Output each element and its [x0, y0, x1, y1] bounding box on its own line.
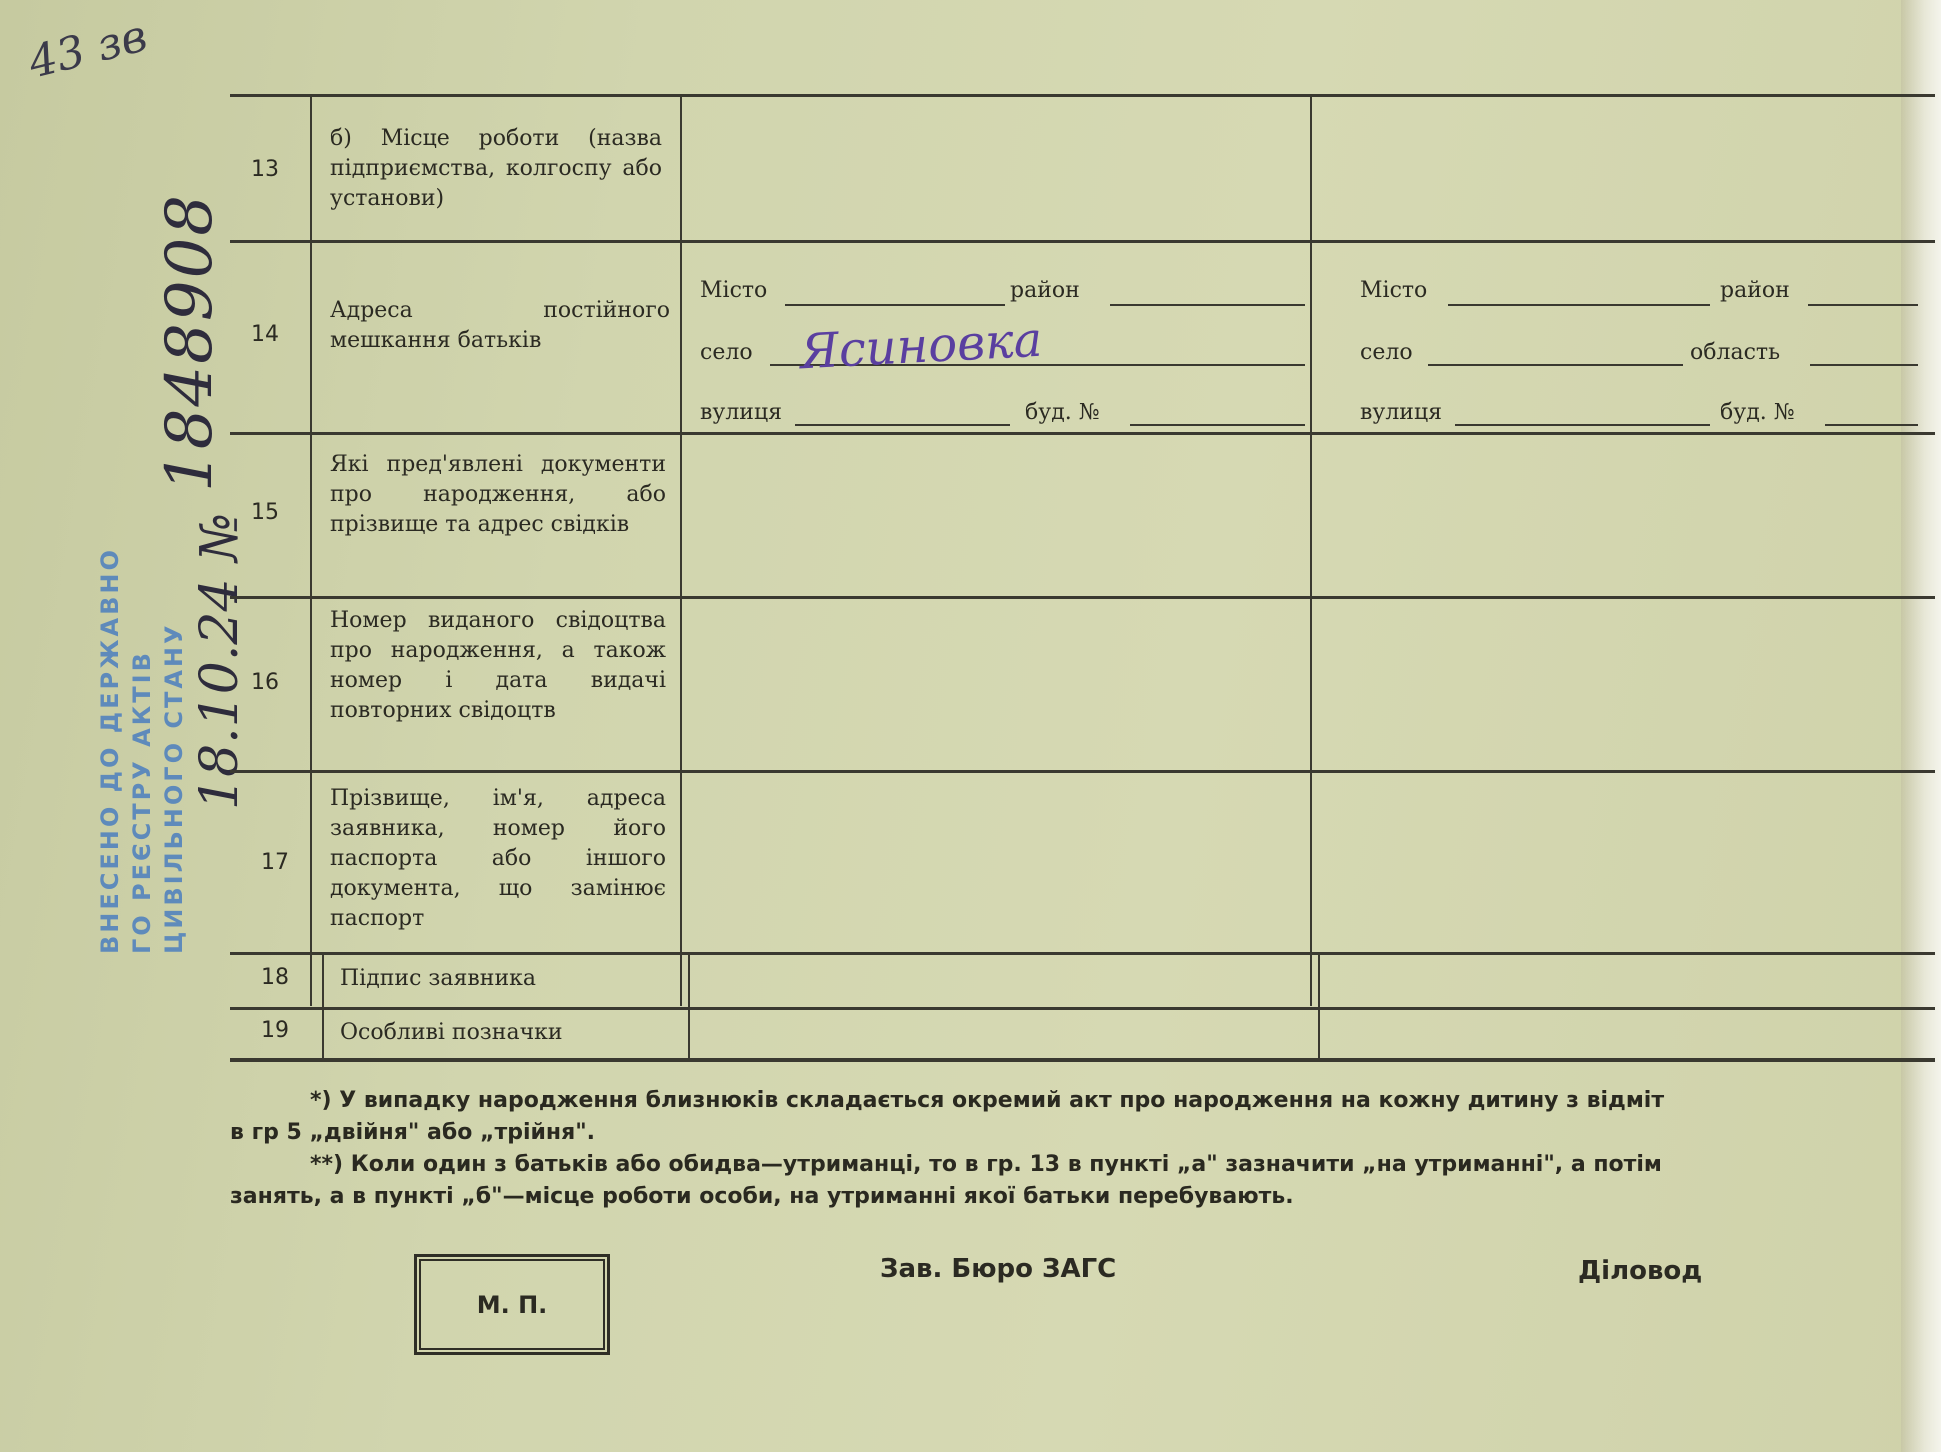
row-number: 19 — [261, 1018, 289, 1043]
row-label: Підпис заявника — [340, 966, 536, 991]
handwritten-registry-date: 18.10.24 № — [190, 512, 250, 810]
address-house-label: буд. № — [1720, 400, 1795, 425]
footnote-dependents: **) Коли один з батьків або обидва—утриманці, то в гр. 13 в пункті „а" зазначити „на утриманні", а потім — [310, 1152, 1662, 1177]
handwritten-page-note: 43 зв — [23, 10, 152, 89]
row-number: 16 — [251, 670, 279, 695]
address-village-label: село — [1360, 340, 1413, 365]
table-rule — [230, 94, 1935, 97]
seal-placeholder — [414, 1254, 610, 1355]
fill-line — [1825, 424, 1918, 426]
column-divider — [1318, 954, 1320, 1058]
footnote-dependents-cont: занять, а в пункті „б"—місце роботи особи, на утриманні якої батьки перебувають. — [230, 1184, 1294, 1209]
address-region-label: область — [1690, 340, 1781, 365]
address-district-label: район — [1720, 278, 1790, 303]
row-label: Адреса постійного мешкання батьків — [330, 298, 670, 353]
address-village-label: село — [700, 340, 753, 365]
fill-line — [1110, 304, 1305, 306]
stamp-line-1: ВНЕСЕНО ДО ДЕРЖАВНО — [96, 547, 124, 954]
table-rule — [230, 952, 1935, 955]
column-divider — [1310, 96, 1312, 1006]
fill-line — [1428, 364, 1683, 366]
address-district-label: район — [1010, 278, 1080, 303]
table-rule — [230, 770, 1935, 773]
head-of-registry-signature: Зав. Бюро ЗАГС — [880, 1254, 1117, 1284]
address-house-label: буд. № — [1025, 400, 1100, 425]
column-divider — [688, 954, 690, 1058]
seal-label: М. П. — [476, 1290, 548, 1319]
row-number: 18 — [261, 965, 289, 990]
address-street-label: вулиця — [1360, 400, 1442, 425]
column-divider — [322, 954, 324, 1058]
footnote-twins-cont: в гр 5 „двійня" або „трійня". — [230, 1120, 596, 1145]
registry-stamp — [40, 547, 188, 954]
address-city-label: Місто — [700, 278, 768, 303]
row-label: Прізвище, ім'я, адреса заявника, номер його паспорта або іншого документа, що замінює паспорт — [330, 786, 666, 931]
fill-line — [1130, 424, 1305, 426]
handwritten-village: Ясиновка — [798, 311, 1044, 381]
column-divider — [680, 96, 682, 1006]
table-rule — [230, 1007, 1935, 1010]
table-rule — [230, 1058, 1935, 1062]
row-number: 15 — [251, 500, 279, 525]
row-label: Номер виданого свідоцтва про народження, а також номер і дата видачі повторних свідоцтв — [330, 608, 666, 723]
clerk-signature: Діловод — [1578, 1256, 1703, 1286]
row-number: 13 — [251, 157, 279, 182]
table-rule — [230, 240, 1935, 243]
fill-line — [785, 304, 1005, 306]
stamp-line-2: ГО РЕЄСТРУ АКТІВ — [128, 650, 156, 954]
row-number: 14 — [251, 322, 279, 347]
address-street-label: вулиця — [700, 400, 782, 425]
fill-line — [795, 424, 1010, 426]
row-label: б) Місце роботи (назва підприємства, колгоспу або установи) — [330, 126, 662, 211]
fill-line — [1810, 364, 1918, 366]
fill-line — [1808, 304, 1918, 306]
table-rule — [230, 596, 1935, 599]
footnote-twins: *) У випадку народження близнюків складається окремий акт про народження на кожну дитину з відміт — [310, 1088, 1665, 1113]
binding-edge — [1901, 0, 1941, 1452]
fill-line — [1448, 304, 1710, 306]
table-rule — [230, 432, 1935, 435]
stamp-line-3: ЦИВІЛЬНОГО СТАНУ — [160, 622, 188, 954]
fill-line — [1455, 424, 1710, 426]
row-label: Які пред'явлені документи про народження, або прізвище та адрес свідків — [330, 452, 666, 537]
row-number: 17 — [261, 850, 289, 875]
handwritten-registry-number: 1848908 — [153, 192, 227, 492]
address-city-label: Місто — [1360, 278, 1428, 303]
row-label: Особливі позначки — [340, 1020, 563, 1045]
